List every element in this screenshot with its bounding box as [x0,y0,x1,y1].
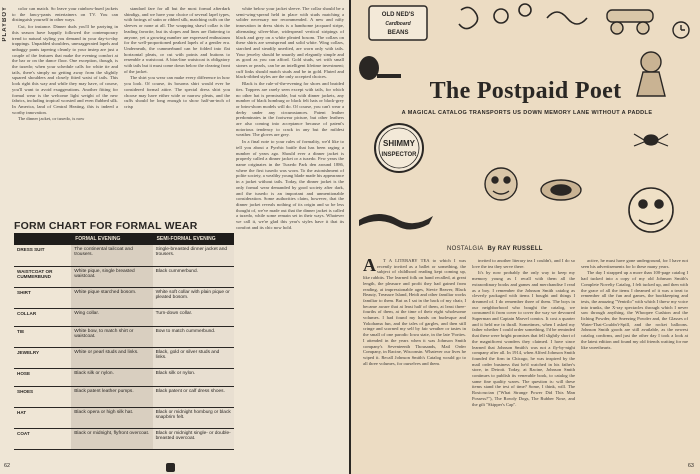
paragraph: white below your jacket sleeve. The collar should be a semi-wing-spread held in place with studs matching a solider necessary nor recommended. A new and nifty innovation in dress shirts is a handsome jacquard stripe, alternating silver-blue, widespread vertical stripings of black and grey on a white pleated bosom. The collars on these shirts are semispread and solid white. Wing collars, starched and steadily unerlied, are worn only with tails. Your jewelry should be smartly and elegantly simple and as good as you can afford. Gold studs, set with small stones or pearls, can be an intelligent lifetime investment; cuff links should match studs and be in gold. Fluted and black-ribbed styles are the only accepted choices. [236,6,344,80]
byline-label: NOSTALGIA [447,246,484,252]
chart-row [14,308,234,326]
chart-cell-semi: Black silk or nylon. [153,368,234,386]
paragraph: In a final note to your rules of formality, we'd like to tell you about a Pyrrhic battle that has been raging a number of years ago. Should ever a dinner jacket is properly called a dinner jacket or a tuxedo. Few years the name originates in the Tuxedo Park den around 1886, where the first tuxedo was worn. To the astonishment of polite society, a wealthy young blade made his appearance in a jacket without tails. Today, the dinner jacket is the only formal wear demanded by good society after dark, and the tuxedo is an important and unmentionable consideration. Some authorities claim, however, that the dinner jacket reveals nothing of its origin and so be less thought of, we've made out that the dinner jacket is called a tuxedo, while some remain set in their ways. Whatever we call it, we're glad this year's styles have it that its comfort and its chic now hold. [236,139,344,230]
skull-pipe-icon [359,56,401,80]
spider-icon [634,134,668,146]
chart-cell-item: COLLAR [14,308,71,326]
body-column-1 [12,6,118,212]
byline [447,246,543,252]
paragraph: Black is the rule-of-the-evening for shoes and braided ties. Toppers are rarely seen except with tails, for which no other hat is permissible, but with dinner jackets, any number of black homburg or black felt hats or black-grey or brim-shorn models will do. Of course, you can't wear a derby under any circumstances. Patent leather predominates in the footwear picture, but other leathers are also coming into acceptance because of patent's notorious tendency to crack in any but the mildest weather. The gloves are grey. [236,81,344,138]
sign-line-2: Cardboard [385,21,411,27]
paragraph: The dinner jacket, or tuxedo, is now [18,116,85,122]
running-head: PLAYBOY [2,6,8,42]
chart-table [14,233,234,450]
badge-line-1: SHIMMY [383,139,415,148]
page-number-right: 63 [687,463,694,469]
chart-cell-formal: Black patent leather pumps. [71,386,152,407]
chart-cell-formal: Black or midnight, flyfront overcoat. [71,428,152,449]
chart-cell-formal: White pique, single breasted waistcoat. [71,266,152,287]
chart-cell-item: HAT [14,407,71,428]
body-column-2 [124,6,230,212]
chart-row [14,287,234,308]
chart-header-cell [14,233,71,245]
chart-header-cell: SEMI-FORMAL EVENING [153,233,234,245]
chart-cell-semi: Black or midnight homburg or black snapbrim felt. [153,407,234,428]
rabbit-bug-icon [166,463,175,472]
chart-cell-semi: White soft collar with plain pique or pleated bosom. [153,287,234,308]
chart-title: FORM CHART FOR FORMAL WEAR [14,220,198,232]
chart-cell-formal: Black silk or nylon. [71,368,152,386]
paragraph: It's by now probably the only way to keep my memory young as I recall with them all the extraordinary books and games and merchandise I read as a boy. I remember the Johnson Smith catalog as cleverly packaged with items I bought and things I dreamed of. I do remember three of them. The boys in our neighborhood who bought the catalog, we consumed it from cover to cover the way we devoured Superman and Captain Marvel comics. It cost a quarter and it held me in thrall. Sometimes, when I asked my father whether I could order something, I'd be reminded that these were bright promises that fell slightly short of the magnificent wonders they claimed. I have since learned that Johnson Smith's was not a fly-by-night company after all. In 1914, when Alfred Johnson Smith founded the firm in Chicago, he was inspired by the mail order business that he'd watched in his father's store, in Detroit. Today, at Racine, Johnson Smith continues to publish its venerable book, to catalog the same fine quality wares. The question is: will these items stand the test of time? Some, I think, will. The Rosicrucian ("What Strange Power Did This Man Possess?"), The Rowdy Dogs, The Rubber Nose, and the gilt "Skipper's Cap". [472,270,575,407]
chart-cell-semi: Turn-down collar. [153,308,234,326]
chart-cell-semi: Bow to match cummerbund. [153,326,234,347]
byline-author: By RAY RUSSELL [487,246,543,252]
article-column-1 [363,258,466,462]
chart-body [14,245,234,449]
chart-cell-semi: Single-breasted dinner jacket and trousers. [153,245,234,266]
chart-header-cell: FORMAL EVENING [71,233,152,245]
paragraph: T A LITERARY TEA to which I was recently invited as a ballet or something, the subject of childhood reading kept coming up, like rabbits. The learned folk on hand recalled, at great length, the pleasure and profit they had gained from reading, at impressionable ages, Stevie Beaver, Black Beauty, Treasure Island, Heidi and other familiar works familiar to them. But as I sat in the back of my chair, I became aware that at least half of them, at least three-fourths of them, at the time of their eight wholesome volumes. I had found my hands on burlesque and Yokohama fun, and the tales of gargles, and then still cringe and scorned my self by fair weather or tastes in the small of one parodic Iowa state, in the late 'Forties. I attended in the years when it was Johnson Smith company's Seventeenth Thousands, Mail Order Company, in Racine, Wisconsin. Whatever our lives he wiped it. Recall Johnson Smith's Catalog would go to all three volumes, for ourselves and them. [363,258,466,366]
article-column-2 [472,258,575,462]
ventriloquist-face-icon [629,188,673,232]
chart-cell-item: DRESS SUIT [14,245,71,266]
chart-cell-semi: Black, gold or silver studs and links. [153,347,234,368]
chart-cell-item: JEWELRY [14,347,71,368]
novelty-illustrations [351,0,700,258]
formal-wear-chart [14,220,234,463]
right-page [351,0,700,474]
chart-cell-semi: Black patent or calf dress shoes. [153,386,234,407]
paragraph: The day I strapped up a more than 100-page catalog I had tucked into a copy of my old Johnson Smith's Complete Novelty Catalog, I felt tucked up, and then with the grace of all the items I dreamed of it was a treat to remember all the fun and games, the bookkeeping and tests, the amazing "Ventrilo" with which I threw my voice into trunks, the X-ray spectacles through which I never saw through anything, the Whoopee Cushion and the Itching Powder, the Sneezing Powder and, the Glasses of Water-That-Couldn't-Spill, and the rocket balloons. Johnson Smith goods are still available, as the newest catalog confirms, and just the other day I took a look at the latest edition and found my old friends waiting for me like sweethearts. [581,270,688,350]
chart-cell-item: SHIRT [14,287,71,308]
chart-cell-item: HOSE [14,368,71,386]
chart-cell-formal: Wing collar. [71,308,152,326]
drop-cap: A [363,258,376,275]
clock-trinket-icon [673,22,689,38]
chart-row [14,326,234,347]
body-column-3 [236,6,344,466]
chart-row [14,266,234,287]
chart-cell-formal: The continental tailcoat and trousers. [71,245,152,266]
chart-header-row [14,233,234,245]
chart-row [14,407,234,428]
cannon-icon [607,10,653,34]
chart-cell-item: WAISTCOAT OR CUMMERBUND [14,266,71,287]
joy-buzzer-icon [541,180,581,200]
chart-row [14,428,234,449]
paragraph: The shirt you wear can make every difference in how you look. Of course, its bosoms shirt would ever be considered formal attire. The special dress shirt you choose may have either wide or narrow pleats, and the cuffs should be long enough to show half-an-inch of crisp [124,75,230,109]
sign-line-1: OLD NED'S [381,12,415,18]
chart-cell-semi: Black cummerbund. [153,266,234,287]
article-headline: The Postpaid Poet [429,78,622,104]
chart-cell-formal: White bow, to match shirt or waistcoat. [71,326,152,347]
paragraph: Cut, for instance. Dinner duds you'll be partying in this season have happily followed the contemporary trend to natural styling you demand in your day-to-day trappings. Unpadded shoulders, unexaggerated lapels and unbaggy pants tapering cleanly to your instep are just a couple of the features that make the evening comfort at the bar or on the dance floor. One exception, though, is the tuxedo; when your schedule calls for white tie and tails, there's simply no getting away from the slightly squared shoulders and closely fitted waist of tails. This look right this way and while they may have, of course, you'll want to avoid exaggerations. Another fitting for formal wear is the welcome light weight of the new fabrics, including tropical worsted and even flubbed silk. In America, land of Central Heating, this is indeed a worthy innovation. [12,24,118,115]
chart-cell-formal: White pique starched bosom. [71,287,152,308]
paragraph: color can match. So leave your rainbow-hued jackets to the fancy-pants entertainers on TV. You can distinguish yourself in other ways. [12,6,118,23]
sign-line-3: BEANS [387,30,409,36]
paragraph: standard fare for all but the most formal afterdark shindigs, and we have your choice of several lapel types, with facings of satin or ribbed silk, matching cuffs on the sleeves or none at all. The wrapping shawl collar is the leading favorite, but its slopes and lines are flattering to anyone, yet a growing number are expressed enthusiasm for the well-proportioned peaked lapels of a gentler era. Underneath, the cummerbund can be folded into flat horizontal pleats, or cut with points and buttons to resemble a waistcoat. A bias-line waistcoat is obligatory with tails but it must come down below the clearing front of the jacket. [124,6,230,74]
shimmy-inspector-badge-icon [375,124,423,172]
chart-row [14,368,234,386]
article-deck: A MAGICAL CATALOG TRANSPORTS US DOWN MEMORY LANE WITHOUT A PADDLE [401,110,653,116]
old-neds-sign-icon [369,6,427,40]
chart-cell-item: SHOES [14,386,71,407]
chart-cell-item: COAT [14,428,71,449]
badge-line-2: INSPECTOR [381,152,417,158]
chart-cell-semi: Black or midnight single- or double-breasted overcoat. [153,428,234,449]
snake-rings-icon [459,4,587,29]
chart-row [14,347,234,368]
chart-cell-formal: Black opera or high silk hat. [71,407,152,428]
article-column-3 [581,258,688,462]
paragraph: invited to another literary tea I couldn't, and I do so love the tea they serve there. [472,258,575,269]
left-page [0,0,349,474]
paragraph: active, he must have gone underground, for I have not seen his advertisements for lo these many years. [581,258,688,269]
lizard-icon [359,214,433,230]
chart-cell-item: TIE [14,326,71,347]
chart-row [14,386,234,407]
chart-cell-formal: White or pearl studs and links. [71,347,152,368]
page-number-left: 62 [4,463,11,469]
face-mask-icon [485,168,517,200]
chart-row [14,245,234,266]
